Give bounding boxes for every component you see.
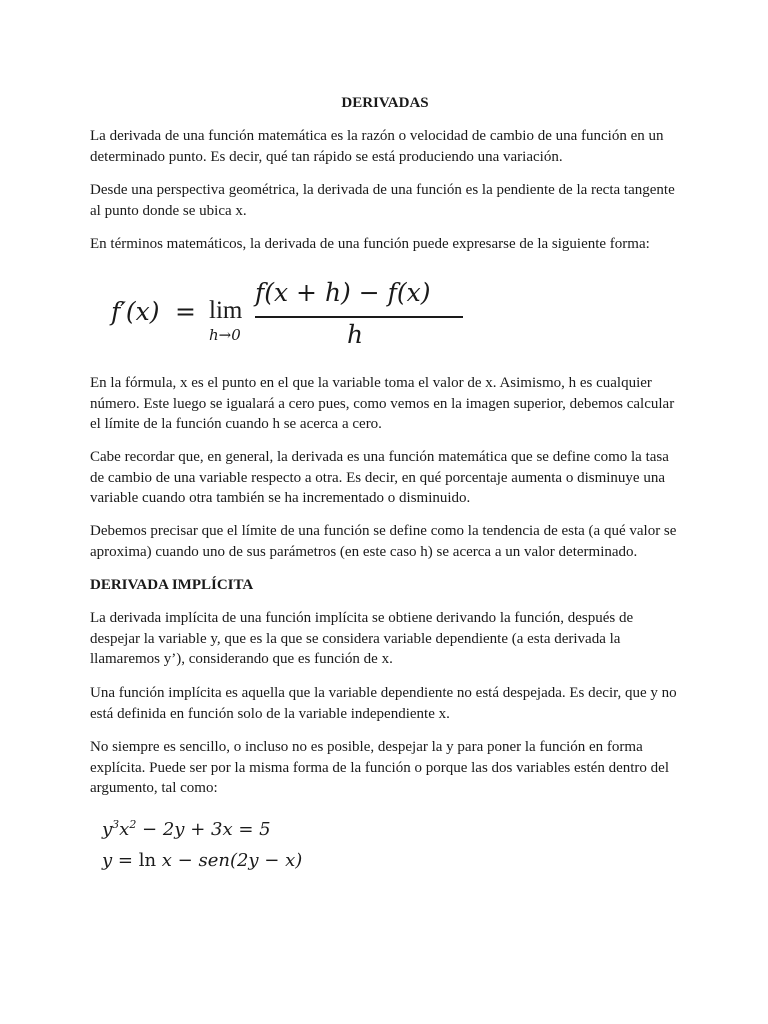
paragraph-implicit-function: Una función implícita es aquella que la variable dependiente no está despejada. Es decir, que y no está definida en función solo de la variable independiente x. — [90, 685, 677, 722]
formula-numerator: f(x + h) − f(x) — [255, 278, 431, 307]
paragraph-explicit-form: No siempre es sencillo, o incluso no es posible, despejar la y para poner la función en forma explícita. Puede ser por la misma forma de la función o porque las dos variables estén dentro del argumento, tal como: — [90, 739, 669, 796]
derivative-limit-formula — [111, 276, 471, 350]
eq1-y: y — [102, 819, 113, 840]
paragraph-implicit-derivative: La derivada implícita de una función implícita se obtiene derivando la función, después de despejar la variable y, que es la que se considera variable dependiente (a esta derivada la llamaremos y’), considerando que es función de x. — [90, 610, 634, 667]
eq2-ln: ln — [138, 850, 157, 871]
formula-denominator: h — [347, 320, 364, 349]
paragraph-formula-explanation: En la fórmula, x es el punto en el que la variable toma el valor de x. Asimismo, h es cualquier número. Este luego se igualará a cero pues, como vemos en la imagen superior, debemos calcular el límite de la función cuando h se acerca a cero. — [90, 375, 675, 432]
fraction-bar — [255, 316, 463, 318]
formula-equals: = — [175, 297, 196, 326]
formula-lim: lim — [209, 297, 243, 324]
eq2-lhs: y = — [102, 850, 139, 871]
paragraph-rate-of-change: Cabe recordar que, en general, la derivada es una función matemática que se define como la tasa de cambio de una variable respecto a otra. Es decir, en qué porcentaje aumenta o disminuye una variable cuando otra también se ha incrementado o disminuido. — [90, 449, 669, 506]
eq1-rest: − 2y + 3x = 5 — [136, 819, 271, 840]
eq1-x: x — [119, 819, 130, 840]
paragraph-geometric: Desde una perspectiva geométrica, la derivada de una función es la pendiente de la recta tangente al punto donde se ubica x. — [90, 182, 675, 219]
paragraph-definition: La derivada de una función matemática es la razón o velocidad de cambio de una función en un determinado punto. Es decir, qué tan rápido se está produciendo una variación. — [90, 128, 664, 165]
section-heading: DERIVADA IMPLÍCITA — [90, 577, 254, 593]
equation-line-2 — [102, 850, 302, 871]
document-title: DERIVADAS — [341, 95, 429, 111]
formula-lhs: f′(x) — [111, 297, 160, 326]
formula-lim-subscript: h→0 — [209, 326, 241, 344]
eq2-rest: x − sen(2y − x) — [156, 850, 303, 871]
equation-line-1 — [102, 819, 271, 840]
eq1-y-exponent: 3 — [112, 818, 120, 831]
paragraph-mathematical: En términos matemáticos, la derivada de una función puede expresarse de la siguiente forma: — [90, 236, 650, 252]
eq1-x-exponent: 2 — [129, 818, 137, 831]
paragraph-limit-definition: Debemos precisar que el límite de una función se define como la tendencia de esta (a qué valor se aproxima) cuando uno de sus parámetros (en este caso h) se acerca a un valor determinado. — [90, 523, 677, 560]
